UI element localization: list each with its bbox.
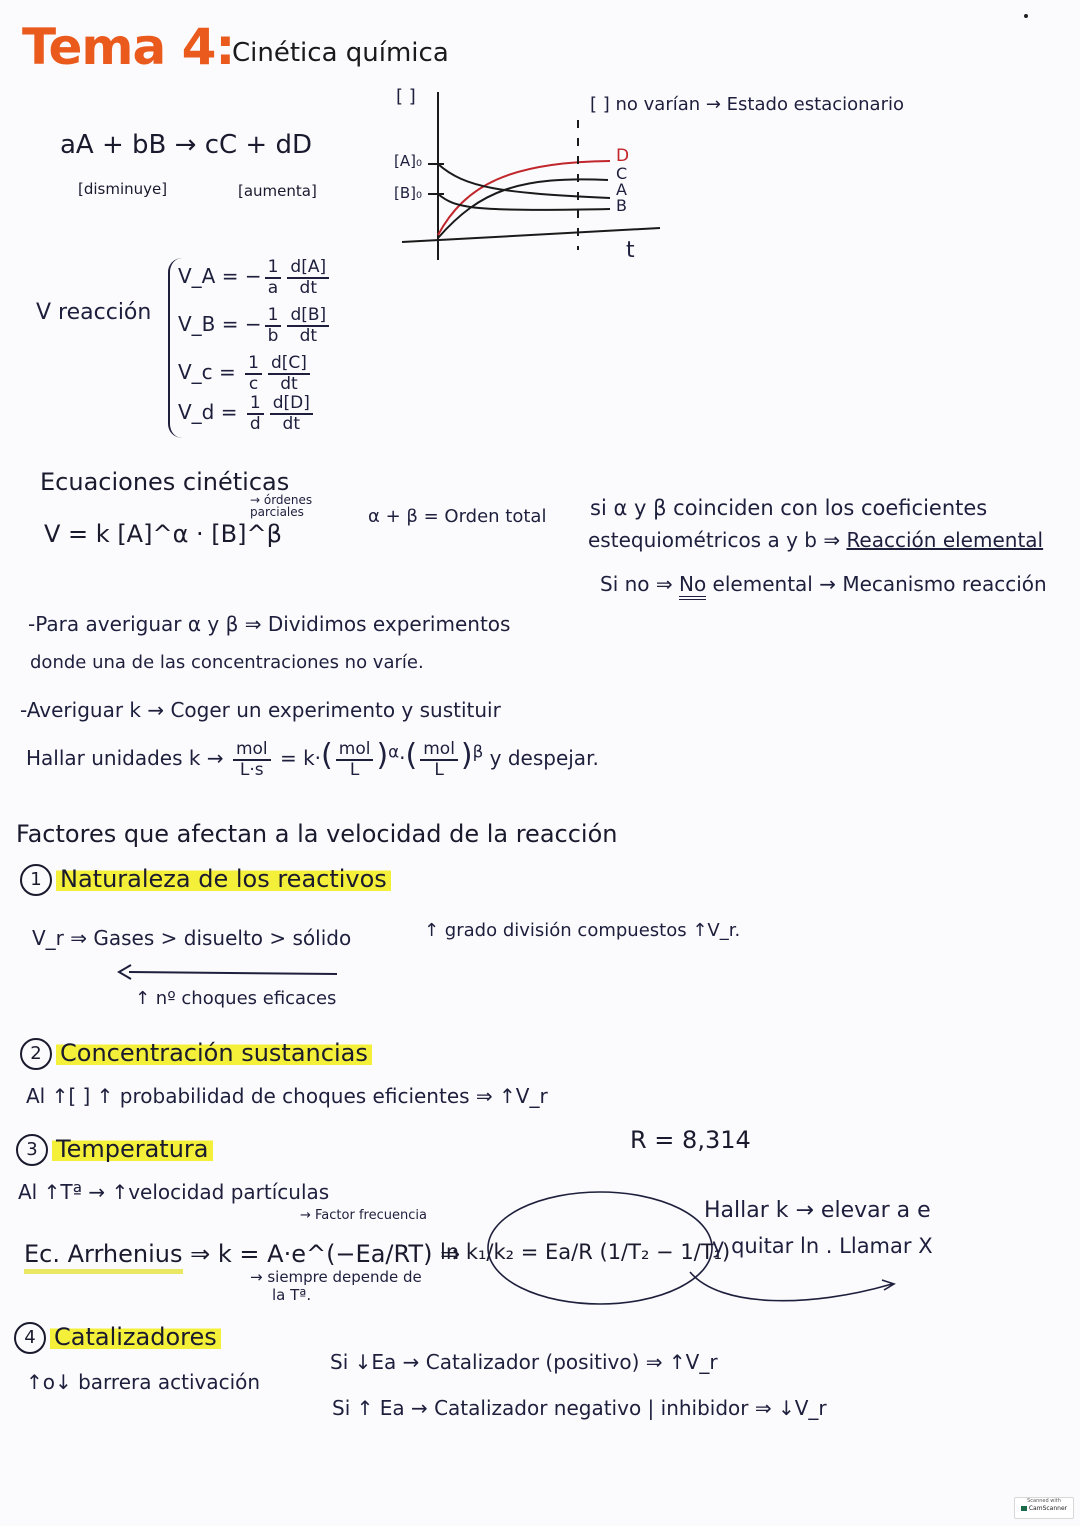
positive-catalyst-line: Si ↓Ea → Catalizador (positivo) ⇒ ↑V_r xyxy=(330,1350,718,1374)
ln-formula: ln k₁/k₂ = Ea/R (1/T₂ − 1/T₁) xyxy=(440,1240,731,1264)
factor-4-title: Catalizadores xyxy=(50,1323,221,1351)
factor-1-arrow-note: ↑ nº choques eficaces xyxy=(135,988,337,1009)
curve-label-d: D xyxy=(616,146,630,166)
elemental-result: Reacción elemental xyxy=(846,528,1044,552)
factor-1-side-note: ↑ grado división compuestos ↑V_r. xyxy=(424,920,741,941)
graph-tick-a0: [A]₀ xyxy=(394,152,422,170)
stray-dot xyxy=(1024,14,1028,18)
k-temperature-note: → siempre depende de la Tª. xyxy=(250,1268,422,1304)
hint-line-1: Hallar k → elevar a e xyxy=(704,1198,931,1223)
factor-1-number: 1 xyxy=(20,864,52,896)
non-elemental-line: Si no ⇒ No elemental → Mecanismo reacción xyxy=(600,572,1047,596)
factor-2-heading xyxy=(20,1038,372,1070)
graph-x-label: t xyxy=(626,238,635,263)
factor-frequency-note: → Factor frecuencia xyxy=(300,1208,427,1223)
hint-line-2: y quitar ln . Llamar X xyxy=(712,1234,933,1258)
negative-catalyst-line: Si ↑ Ea → Catalizador negativo | inhibidor ⇒ ↓V_r xyxy=(332,1396,827,1420)
partial-orders-note: → órdenes parciales xyxy=(250,493,313,519)
factor-4-line: ↑o↓ barrera activación xyxy=(26,1370,261,1394)
factor-2-line: Al ↑[ ] ↑ probabilidad de choques eficientes ⇒ ↑V_r xyxy=(26,1084,548,1108)
arrhenius-formula: ⇒ k = A·e^(−Ea/RT) ⇒ xyxy=(190,1240,461,1268)
gas-constant: R = 8,314 xyxy=(630,1126,751,1154)
left-arrow-icon xyxy=(115,962,340,982)
products-note: [aumenta] xyxy=(238,182,317,200)
factor-3-heading xyxy=(16,1134,213,1166)
factor-1-heading xyxy=(20,864,391,896)
method-line-1: -Para averiguar α y β ⇒ Dividimos experimentos xyxy=(28,612,511,636)
factor-2-title: Concentración sustancias xyxy=(56,1039,372,1067)
curve-label-c: C xyxy=(616,164,628,183)
elemental-line-2: estequiométricos a y b ⇒ Reacción elemental xyxy=(588,528,1044,552)
curve-label-b: B xyxy=(616,196,627,215)
camscanner-watermark: Scanned with CamScanner xyxy=(1014,1497,1074,1519)
elemental-line-1: si α y β coinciden con los coeficientes xyxy=(590,496,988,520)
factor-4-number: 4 xyxy=(14,1322,46,1354)
kinetic-heading: Ecuaciones cinéticas xyxy=(40,468,290,496)
factor-2-number: 2 xyxy=(20,1038,52,1070)
page-title: Tema 4: xyxy=(22,18,235,76)
units-line: Hallar unidades k → $\frac{\text{mol}}{L\cdot s}$ = k·( $\frac{\text{mol}}{L}$ )$^\alpha$·( $\frac{\text{mol}}{L}$ )$^\beta$ y despejar. xyxy=(26,738,599,780)
curve-label-a: A xyxy=(616,180,627,199)
graph-y-label: [ ] xyxy=(396,86,416,107)
arrhenius-label: Ec. Arrhenius xyxy=(24,1240,183,1274)
method-line-2: donde una de las concentraciones no varíe. xyxy=(30,652,424,673)
camscanner-logo-icon xyxy=(1021,1506,1027,1511)
reaction-equation: aA + bB → cC + dD xyxy=(60,130,312,160)
reactants-note: [disminuye] xyxy=(78,180,168,198)
rate-row-d: V_d = $\frac{1}{d}$ $\frac{d[D]}{dt}$ xyxy=(178,394,316,433)
page-subtitle: Cinética química xyxy=(232,38,449,68)
total-order-note: α + β = Orden total xyxy=(368,506,547,527)
factor-4-heading xyxy=(14,1322,221,1354)
rate-row-b: V_B = − $\frac{1}{b}$ $\frac{d[B]}{dt}$ xyxy=(178,306,332,345)
rate-row-a: V_A = − $\frac{1}{a}$ $\frac{d[A]}{dt}$ xyxy=(178,258,332,297)
rate-row-c: V_c = $\frac{1}{c}$ $\frac{d[C]}{dt}$ xyxy=(178,354,313,393)
arrhenius-line xyxy=(24,1240,460,1268)
factor-3-line: Al ↑Tª → ↑velocidad partículas xyxy=(18,1180,330,1204)
rate-law-formula: V = k [A]^α · [B]^β xyxy=(44,520,282,548)
rate-label: V reacción xyxy=(36,300,152,325)
graph-tick-b0: [B]₀ xyxy=(394,184,423,202)
steady-state-note: [ ] no varían → Estado estacionario xyxy=(590,94,904,115)
factor-1-line: V_r ⇒ Gases > disuelto > sólido xyxy=(32,926,352,950)
factor-1-title: Naturaleza de los reactivos xyxy=(56,865,391,893)
factors-heading: Factores que afectan a la velocidad de la reacción xyxy=(16,820,618,848)
factor-3-title: Temperatura xyxy=(52,1135,213,1163)
method-line-3: -Averiguar k → Coger un experimento y sustituir xyxy=(20,698,501,722)
factor-3-number: 3 xyxy=(16,1134,48,1166)
